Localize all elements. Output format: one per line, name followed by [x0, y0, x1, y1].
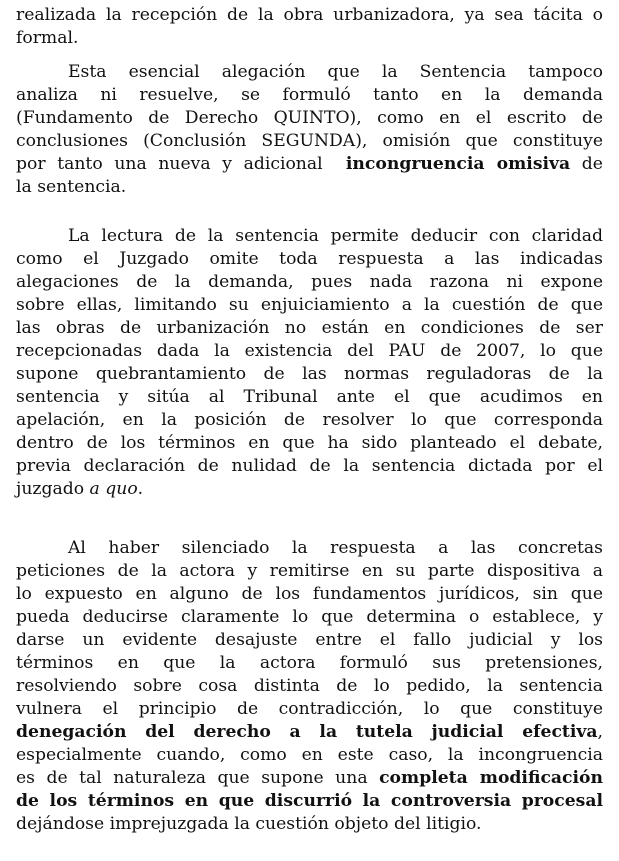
- bold-emphasis: denegación del derecho a la tutela judicial efectiva: [16, 722, 598, 742]
- text-line: darse un evidente desajuste entre el fallo judicial y los: [16, 630, 603, 650]
- text-line: supone quebrantamiento de las normas reguladoras de la: [16, 364, 603, 384]
- text-run: por tanto una nueva y adicional: [16, 154, 323, 174]
- text-line: analiza ni resuelve, se formuló tanto en la demanda: [16, 85, 603, 105]
- text-line: sobre ellas, limitando su enjuiciamiento a la cuestión de que: [16, 295, 603, 315]
- text-line: términos en que la actora formuló sus pretensiones,: [16, 653, 603, 673]
- text-run: ,: [597, 722, 603, 742]
- text-line: Al haber silenciado la respuesta a las concretas: [68, 538, 603, 558]
- text-line: peticiones de la actora y remitirse en su parte dispositiva a: [16, 561, 603, 581]
- text-line: previa declaración de nulidad de la sentencia dictada por el: [16, 456, 603, 476]
- text-line: [16, 721, 603, 744]
- text-line: conclusiones (Conclusión SEGUNDA), omisión que constituye: [16, 131, 603, 151]
- text-run: de: [581, 154, 603, 174]
- text-line: realizada la recepción de la obra urbanizadora, ya sea tácita o: [16, 5, 603, 25]
- bold-emphasis: completa modificación: [379, 768, 604, 788]
- text-run: es de tal naturaleza que supone una: [16, 768, 368, 788]
- text-line: apelación, en la posición de resolver lo que corresponda: [16, 410, 603, 430]
- text-line: la sentencia.: [16, 177, 127, 197]
- text-line: como el Juzgado omite toda respuesta a las indicadas: [16, 249, 603, 269]
- italic-latin-phrase: a quo: [89, 479, 138, 499]
- text-run: juzgado: [16, 479, 85, 499]
- text-line: [16, 767, 603, 790]
- text-line: formal.: [16, 28, 79, 48]
- text-line: recepcionadas dada la existencia del PAU de 2007, lo que: [16, 341, 603, 361]
- text-line: Esta esencial alegación que la Sentencia tampoco: [68, 62, 603, 82]
- text-line: [16, 153, 603, 176]
- text-run: .: [137, 479, 144, 499]
- text-line: dejándose imprejuzgada la cuestión objeto del litigio.: [16, 814, 482, 834]
- text-line: pueda deducirse claramente lo que determina o establece, y: [16, 607, 603, 627]
- bold-emphasis: incongruencia omisiva: [345, 154, 571, 174]
- text-line: dentro de los términos en que ha sido planteado el debate,: [16, 433, 603, 453]
- text-line: La lectura de la sentencia permite deducir con claridad: [68, 226, 603, 246]
- text-line: sentencia y sitúa al Tribunal ante el que acudimos en: [16, 387, 603, 407]
- text-line: [16, 478, 603, 501]
- text-line: (Fundamento de Derecho QUINTO), como en el escrito de: [16, 108, 603, 128]
- text-line: alegaciones de la demanda, pues nada razona ni expone: [16, 272, 603, 292]
- text-line: resolviendo sobre cosa distinta de lo pedido, la sentencia: [16, 676, 603, 696]
- text-line: vulnera el principio de contradicción, lo que constituye: [16, 699, 603, 719]
- bold-emphasis: de los términos en que discurrió la controversia procesal: [16, 791, 603, 811]
- text-line: [16, 790, 603, 813]
- text-line: las obras de urbanización no están en condiciones de ser: [16, 318, 603, 338]
- text-line: especialmente cuando, como en este caso, la incongruencia: [16, 745, 603, 765]
- text-line: lo expuesto en alguno de los fundamentos jurídicos, sin que: [16, 584, 603, 604]
